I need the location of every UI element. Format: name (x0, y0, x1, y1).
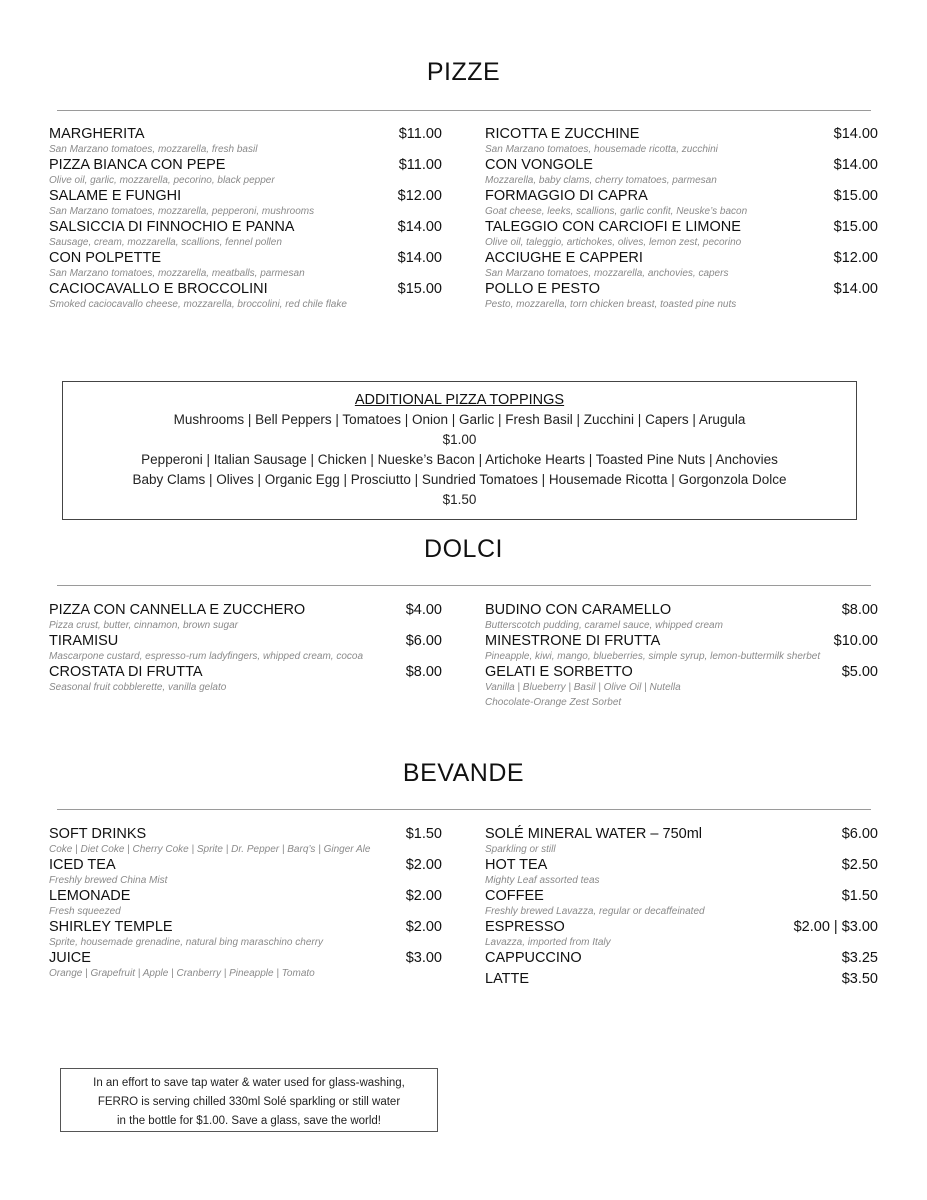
item-price: $14.00 (397, 219, 442, 235)
menu-item (485, 826, 878, 857)
item-description: Freshly brewed China Mist (49, 875, 168, 886)
toppings-price: $1.50 (442, 492, 477, 507)
menu-item (485, 950, 878, 971)
item-description: Mighty Leaf assorted teas (485, 875, 600, 886)
item-description: Butterscotch pudding, caramel sauce, whipped cream (485, 620, 723, 631)
item-price: $14.00 (397, 250, 442, 266)
item-description: San Marzano tomatoes, mozzarella, fresh basil (49, 144, 258, 155)
menu-item (485, 857, 878, 888)
item-name: TALEGGIO CON CARCIOFI E LIMONE (485, 219, 741, 235)
menu-item (485, 157, 878, 188)
item-price: $14.00 (833, 157, 878, 173)
item-name: MINESTRONE DI FRUTTA (485, 633, 661, 649)
bevande-right-column (485, 826, 878, 987)
item-name: LATTE (485, 971, 530, 987)
menu-item (485, 126, 878, 157)
item-name: LEMONADE (49, 888, 131, 904)
item-description: Vanilla | Blueberry | Basil | Olive Oil | Nutella (485, 682, 681, 693)
notice-line: In an effort to save tap water & water used for glass-washing, (93, 1077, 405, 1089)
item-price: $2.00 (405, 919, 442, 935)
menu-item (49, 950, 442, 981)
item-description: Seasonal fruit cobblerette, vanilla gelato (49, 682, 227, 693)
item-price: $15.00 (833, 188, 878, 204)
menu-item (49, 126, 442, 157)
item-price: $2.00 (405, 888, 442, 904)
item-description: Mascarpone custard, espresso-rum ladyfingers, whipped cream, cocoa (49, 651, 364, 662)
item-price: $11.00 (398, 157, 442, 173)
menu-item (49, 188, 442, 219)
item-description: Goat cheese, leeks, scallions, garlic confit, Neuske’s bacon (485, 206, 748, 217)
menu-item (49, 919, 442, 950)
item-description: San Marzano tomatoes, mozzarella, pepperoni, mushrooms (49, 206, 315, 217)
dolci-left-column (49, 602, 442, 695)
item-price: $12.00 (833, 250, 878, 266)
item-price: $14.00 (833, 281, 878, 297)
menu-item (49, 281, 442, 312)
item-name: ICED TEA (49, 857, 116, 873)
item-description: Fresh squeezed (49, 906, 121, 917)
pizze-divider (57, 110, 871, 111)
menu-item (49, 826, 442, 857)
item-name: CAPPUCCINO (485, 950, 582, 966)
item-price: $3.25 (841, 950, 878, 966)
item-price: $15.00 (397, 281, 442, 297)
item-price: $3.00 (405, 950, 442, 966)
menu-item (485, 971, 878, 987)
item-description: Sprite, housemade grenadine, natural bing maraschino cherry (49, 937, 324, 948)
item-name: ESPRESSO (485, 919, 565, 935)
menu-item (49, 250, 442, 281)
notice-line: FERRO is serving chilled 330ml Solé sparkling or still water (97, 1096, 401, 1108)
toppings-title: ADDITIONAL PIZZA TOPPINGS (354, 392, 565, 408)
pizze-left-column (49, 126, 442, 312)
item-name: SHIRLEY TEMPLE (49, 919, 173, 935)
bevande-title: BEVANDE (402, 759, 525, 787)
menu-item (485, 919, 878, 950)
item-name: CACIOCAVALLO E BROCCOLINI (49, 281, 268, 297)
item-name: PIZZA BIANCA CON PEPE (49, 157, 226, 173)
item-description: San Marzano tomatoes, mozzarella, anchovies, capers (485, 268, 729, 279)
item-description: Pizza crust, butter, cinnamon, brown sugar (49, 620, 238, 631)
item-name: MARGHERITA (49, 126, 145, 142)
menu-item (485, 602, 878, 633)
item-description: Smoked caciocavallo cheese, mozzarella, broccolini, red chile flake (49, 299, 347, 310)
menu-item (49, 857, 442, 888)
item-description: Olive oil, taleggio, artichokes, olives, lemon zest, pecorino (485, 237, 742, 248)
bevande-divider (57, 809, 871, 810)
bevande-left-column (49, 826, 442, 981)
menu-item (49, 888, 442, 919)
menu-item (49, 633, 442, 664)
dolci-divider (57, 585, 871, 586)
item-price: $2.50 (841, 857, 878, 873)
item-name: CON VONGOLE (485, 157, 593, 173)
item-price: $14.00 (833, 126, 878, 142)
item-description: Freshly brewed Lavazza, regular or decaffeinated (485, 906, 705, 917)
item-description: Chocolate-Orange Zest Sorbet (485, 697, 622, 708)
item-description: San Marzano tomatoes, mozzarella, meatballs, parmesan (49, 268, 305, 279)
item-name: GELATI E SORBETTO (485, 664, 633, 680)
item-price: $5.00 (841, 664, 878, 680)
menu-item (49, 602, 442, 633)
item-name: SOFT DRINKS (49, 826, 147, 842)
item-description: Pesto, mozzarella, torn chicken breast, toasted pine nuts (485, 299, 737, 310)
item-name: RICOTTA E ZUCCHINE (485, 126, 640, 142)
item-description: Pineapple, kiwi, mango, blueberries, simple syrup, lemon-buttermilk sherbet (485, 651, 821, 662)
water-notice-box (60, 1068, 438, 1132)
menu-item (485, 633, 878, 664)
item-description: Sausage, cream, mozzarella, scallions, fennel pollen (49, 237, 282, 248)
item-price: $10.00 (833, 633, 878, 649)
item-price: $8.00 (841, 602, 878, 618)
pizze-right-column (485, 126, 878, 312)
item-price: $2.00 (405, 857, 442, 873)
pizze-title: PIZZE (426, 58, 501, 86)
menu-item (485, 281, 878, 312)
item-name: SALAME E FUNGHI (49, 188, 182, 204)
item-description: San Marzano tomatoes, housemade ricotta, zucchini (485, 144, 718, 155)
item-price: $8.00 (405, 664, 442, 680)
item-price: $1.50 (405, 826, 442, 842)
item-name: CROSTATA DI FRUTTA (49, 664, 203, 680)
item-price: $1.50 (841, 888, 878, 904)
dolci-title: DOLCI (424, 535, 503, 563)
item-name: FORMAGGIO DI CAPRA (485, 188, 648, 204)
item-price: $6.00 (405, 633, 442, 649)
menu-item (49, 664, 442, 695)
menu-item (49, 157, 442, 188)
menu-item (485, 250, 878, 281)
item-price: $6.00 (841, 826, 878, 842)
item-price: $4.00 (405, 602, 442, 618)
item-name: PIZZA CON CANNELLA E ZUCCHERO (49, 602, 306, 618)
item-name: CON POLPETTE (49, 250, 161, 266)
item-name: ACCIUGHE E CAPPERI (485, 250, 643, 266)
item-price: $11.00 (398, 126, 442, 142)
item-price: $2.00 | $3.00 (793, 919, 878, 935)
item-description: Coke | Diet Coke | Cherry Coke | Sprite | Dr. Pepper | Barq’s | Ginger Ale (49, 844, 371, 855)
menu-item (49, 219, 442, 250)
item-description: Sparkling or still (485, 844, 556, 855)
item-description: Mozzarella, baby clams, cherry tomatoes, parmesan (485, 175, 717, 186)
menu-item (485, 188, 878, 219)
toppings-line: Mushrooms | Bell Peppers | Tomatoes | Onion | Garlic | Fresh Basil | Zucchini | Capers | Arugula (173, 412, 746, 427)
item-name: COFFEE (485, 888, 544, 904)
toppings-line: Pepperoni | Italian Sausage | Chicken | Nueske’s Bacon | Artichoke Hearts | Toasted Pine Nuts | Anchovies (141, 452, 778, 467)
item-name: SOLÉ MINERAL WATER – 750ml (485, 826, 703, 842)
item-name: HOT TEA (485, 857, 548, 873)
item-description: Orange | Grapefruit | Apple | Cranberry | Pineapple | Tomato (49, 968, 315, 979)
item-name: TIRAMISU (49, 633, 119, 649)
menu-item (485, 888, 878, 919)
item-price: $12.00 (397, 188, 442, 204)
item-name: JUICE (49, 950, 91, 966)
item-name: BUDINO CON CARAMELLO (485, 602, 672, 618)
item-name: POLLO E PESTO (485, 281, 600, 297)
item-price: $3.50 (841, 971, 878, 987)
item-price: $15.00 (833, 219, 878, 235)
toppings-line: Baby Clams | Olives | Organic Egg | Prosciutto | Sundried Tomatoes | Housemade Ricotta | Gorgonzola Dolce (132, 472, 787, 487)
item-name: SALSICCIA DI FINNOCHIO E PANNA (49, 219, 295, 235)
item-description: Olive oil, garlic, mozzarella, pecorino, black pepper (49, 175, 275, 186)
notice-line: in the bottle for $1.00. Save a glass, save the world! (116, 1115, 382, 1127)
menu-item (485, 219, 878, 250)
toppings-price: $1.00 (442, 432, 477, 447)
item-description: Lavazza, imported from Italy (485, 937, 611, 948)
dolci-right-column (485, 602, 878, 710)
menu-item (485, 664, 878, 710)
additional-toppings-box (62, 381, 857, 520)
